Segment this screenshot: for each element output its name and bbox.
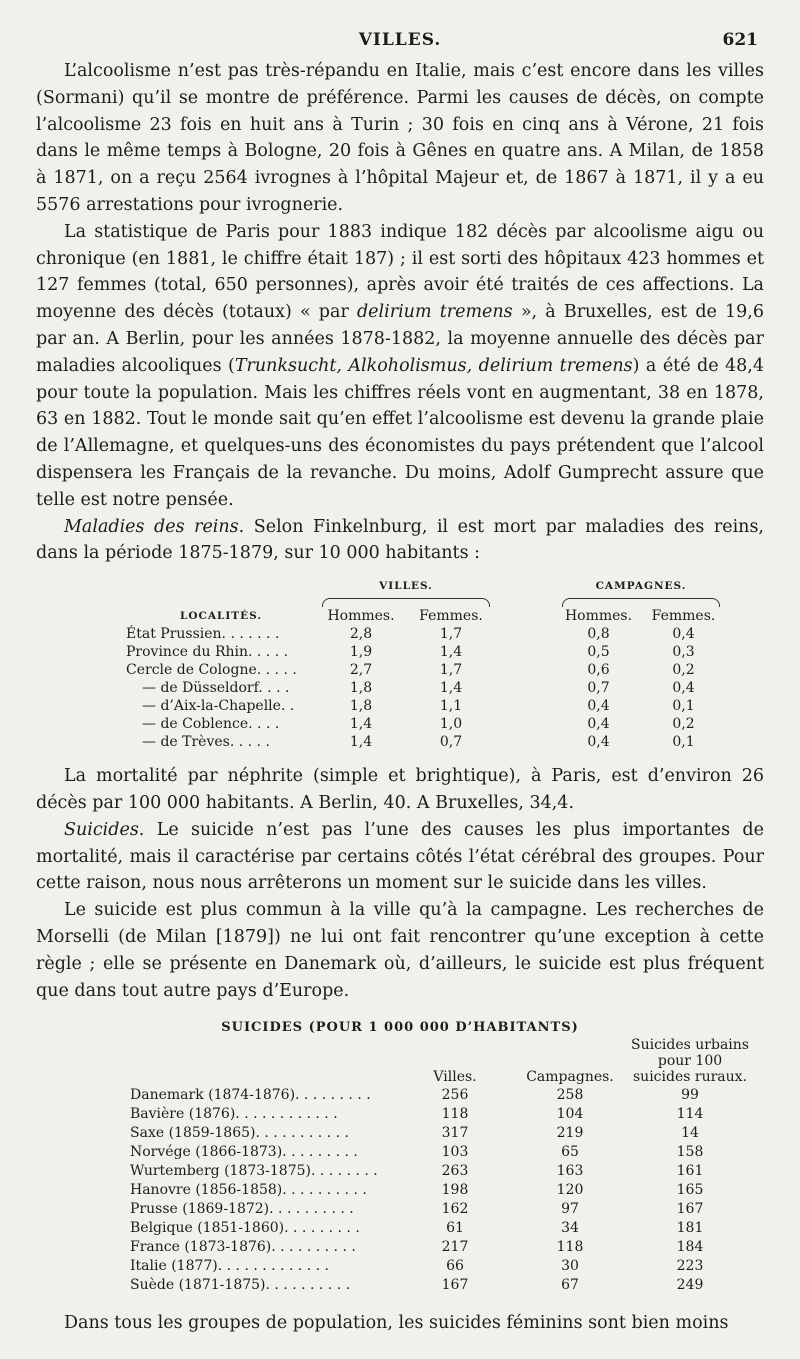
- value-cell: 0,4: [587, 734, 610, 751]
- value-cell: 0,6: [587, 662, 610, 679]
- page-header: [36, 30, 764, 58]
- paragraph-text: ) a été de 48,4 pour toute la population. Mais les chiffres réels vont en augmentant, 38 en 1878, 63 en 1882. Tout le monde sait qu’en effet l’alcoolisme est devenu la grande plaie de l’Allemagne, et quelques-uns des économistes du pays prétendent que l’alcool dispensera les Français de la revanche. Du moins, Adolf Gumprecht assure que telle est notre pensée.: [36, 355, 765, 510]
- value-cell: 181: [676, 1219, 704, 1236]
- value-cell: 0,3: [672, 644, 695, 661]
- value-cell: 0,1: [672, 698, 695, 715]
- value-cell: 1,1: [439, 698, 463, 715]
- country-cell: Norvége (1866-1873). . . . . . . . .: [130, 1143, 358, 1160]
- column-header-localites: LOCALITÉS.: [179, 610, 262, 623]
- table-row: [126, 715, 726, 733]
- column-header-femmes: Femmes.: [419, 608, 483, 625]
- brace: [322, 598, 490, 607]
- country-cell: Prusse (1869-1872). . . . . . . . . .: [130, 1200, 354, 1217]
- value-cell: 1,7: [439, 626, 463, 643]
- value-cell: 1,4: [439, 644, 463, 661]
- value-cell: 217: [441, 1238, 469, 1255]
- value-cell: 167: [441, 1276, 469, 1293]
- locality-cell: — d’Aix-la-Chapelle. .: [142, 698, 295, 715]
- country-cell: Danemark (1874-1876). . . . . . . . .: [130, 1086, 371, 1103]
- suicide-table: [36, 1037, 764, 1294]
- value-cell: 103: [441, 1143, 469, 1160]
- value-cell: 223: [676, 1257, 704, 1274]
- value-cell: 0,7: [587, 680, 610, 697]
- table-row: [130, 1218, 750, 1237]
- value-cell: 163: [556, 1162, 584, 1179]
- table-row: [126, 625, 726, 643]
- locality-cell: — de Coblence. . . .: [142, 716, 280, 733]
- table-row: [130, 1142, 750, 1161]
- table-row: [130, 1199, 750, 1218]
- value-cell: 1,9: [349, 644, 373, 661]
- value-cell: 1,4: [349, 734, 373, 751]
- country-cell: Bavière (1876). . . . . . . . . . . .: [130, 1105, 338, 1122]
- value-cell: 165: [676, 1181, 704, 1198]
- paragraph-text: », à Bruxelles, est de 19,6 par an. A Berlin, pour les années 1878-1882, la moyenne annuelle des décès par maladies alcooliques (: [36, 302, 765, 376]
- value-cell: 1,4: [349, 716, 373, 733]
- country-cell: Suède (1871-1875). . . . . . . . . .: [130, 1276, 351, 1293]
- column-header-ratio: [630, 1037, 750, 1085]
- header-line: suicides ruraux.: [633, 1069, 747, 1086]
- table-row: [126, 679, 726, 697]
- table-row: [126, 643, 726, 661]
- value-cell: 104: [556, 1105, 584, 1122]
- country-cell: Belgique (1851-1860). . . . . . . . .: [130, 1219, 360, 1236]
- value-cell: 161: [676, 1162, 704, 1179]
- locality-cell: — de Trèves. . . . .: [142, 734, 270, 751]
- value-cell: 0,4: [587, 698, 610, 715]
- country-cell: Hanovre (1856-1858). . . . . . . . . .: [130, 1181, 367, 1198]
- value-cell: 97: [561, 1200, 579, 1217]
- locality-cell: Province du Rhin. . . . .: [126, 644, 289, 661]
- table-row: [130, 1085, 750, 1104]
- value-cell: 99: [681, 1086, 699, 1103]
- table-row: [130, 1123, 750, 1142]
- value-cell: 263: [441, 1162, 469, 1179]
- value-cell: 0,2: [672, 716, 695, 733]
- value-cell: 1,4: [439, 680, 463, 697]
- value-cell: 0,1: [672, 734, 695, 751]
- locality-cell: Cercle de Cologne. . . . .: [126, 662, 297, 679]
- value-cell: 118: [441, 1105, 469, 1122]
- paragraph-text: Selon Finkelnburg, il est mort par maladies des reins, dans la période 1875-1879, sur 10 000 habitants :: [36, 516, 764, 564]
- value-cell: 14: [681, 1124, 699, 1141]
- value-cell: 0,4: [672, 626, 695, 643]
- paragraph-nephritis: La mortalité par néphrite (simple et brightique), à Paris, est d’environ 26 décès par 100 000 habitants. A Berlin, 40. A Bruxelles, 34,4.: [36, 766, 764, 813]
- paragraph-text: La statistique de Paris pour 1883 indique 182 décès par alcoolisme aigu ou chronique (en 1881, le chiffre était 187) ; il est sorti des hôpitaux 423 hommes et 127 femmes (total, 650 personnes), après avoir été traités de ces affections. La moyenne des décès (totaux) « par: [36, 221, 764, 323]
- value-cell: 120: [556, 1181, 584, 1198]
- table-row: [126, 733, 726, 751]
- country-cell: France (1873-1876). . . . . . . . . .: [130, 1238, 356, 1255]
- brace: [562, 598, 720, 607]
- table-row: [130, 1256, 750, 1275]
- table-row: [130, 1104, 750, 1123]
- value-cell: 65: [561, 1143, 579, 1160]
- column-header-femmes: Femmes.: [651, 608, 716, 625]
- kidney-mortality-table: [36, 577, 764, 751]
- value-cell: 1,8: [349, 680, 373, 697]
- paragraph-alcoholism-italy: L’alcoolisme n’est pas très-répandu en Italie, mais c’est encore dans les villes (Sormani) qu’il se montre de préférence. Parmi les causes de décès, on compte l’alcoolisme 23 fois en huit ans à Turin ; 30 fois en cinq ans à Vérone, 21 fois dans le même temps à Bologne, 20 fois à Gênes en quatre ans. A Milan, de 1858 à 1871, on a reçu 2564 ivrognes à l’hôpital Majeur et, de 1867 à 1871, il y a eu 5576 arrestations pour ivrognerie.: [36, 61, 764, 215]
- table-row: [130, 1180, 750, 1199]
- section-heading: Maladies des reins.: [64, 516, 245, 537]
- header-line: pour 100: [657, 1053, 723, 1070]
- italic-term: Trunksucht, Alkoholismus, delirium tremens: [234, 355, 633, 376]
- value-cell: 317: [441, 1124, 469, 1141]
- running-title: VILLES.: [358, 30, 442, 50]
- value-cell: 256: [441, 1086, 469, 1103]
- value-cell: 0,5: [587, 644, 610, 661]
- value-cell: 0,4: [672, 680, 695, 697]
- value-cell: 184: [676, 1238, 704, 1255]
- country-cell: Saxe (1859-1865). . . . . . . . . . .: [130, 1124, 349, 1141]
- value-cell: 162: [441, 1200, 469, 1217]
- section-heading: Suicides.: [64, 819, 145, 840]
- value-cell: 34: [561, 1219, 579, 1236]
- suicide-table-title: SUICIDES (POUR 1 000 000 D’HABITANTS): [221, 1020, 579, 1036]
- value-cell: 249: [676, 1276, 704, 1293]
- country-cell: Italie (1877). . . . . . . . . . . . .: [130, 1257, 330, 1274]
- column-header-hommes: Hommes.: [564, 608, 633, 625]
- table-row: [126, 697, 726, 715]
- column-header-campagnes: Campagnes.: [526, 1069, 614, 1086]
- value-cell: 66: [446, 1257, 464, 1274]
- paragraph-suicide-city: Le suicide est plus commun à la ville qu’à la campagne. Les recherches de Morselli (de Milan [1879]) ne lui ont fait rencontrer qu’une exception à cette règle ; elle se présente en Danemark où, d’ailleurs, le suicide est plus fréquent que dans tout autre pays d’Europe.: [36, 900, 764, 1001]
- value-cell: 2,7: [349, 662, 373, 679]
- locality-cell: — de Düsseldorf. . . .: [142, 680, 290, 697]
- value-cell: 167: [676, 1200, 704, 1217]
- table-row: [130, 1237, 750, 1256]
- table-row: [130, 1161, 750, 1180]
- column-header-hommes: Hommes.: [327, 608, 395, 625]
- page-number: 621: [722, 30, 758, 50]
- value-cell: 219: [556, 1124, 584, 1141]
- value-cell: 67: [561, 1276, 579, 1293]
- value-cell: 61: [446, 1219, 464, 1236]
- country-cell: Wurtemberg (1873-1875). . . . . . . .: [130, 1162, 378, 1179]
- value-cell: 0,2: [672, 662, 695, 679]
- value-cell: 1,0: [439, 716, 463, 733]
- table-row: [126, 661, 726, 679]
- paragraph-female-suicides: Dans tous les groupes de population, les suicides féminins sont bien moins: [64, 1313, 729, 1334]
- value-cell: 1,7: [439, 662, 463, 679]
- paragraph-text: Le suicide n’est pas l’une des causes les plus importantes de mortalité, mais il caractérise par certains côtés l’état cérébral des groupes. Pour cette raison, nous nous arrêterons un moment sur le suicide dans les villes.: [36, 819, 764, 894]
- value-cell: 0,7: [439, 734, 463, 751]
- paragraph-suicides: [36, 817, 764, 897]
- table-row: [130, 1275, 750, 1294]
- value-cell: 0,8: [587, 626, 610, 643]
- paragraph-kidney-diseases: [36, 514, 764, 568]
- value-cell: 258: [556, 1086, 584, 1103]
- group-header-villes: VILLES.: [379, 580, 433, 593]
- value-cell: 158: [676, 1143, 704, 1160]
- value-cell: 30: [561, 1257, 579, 1274]
- value-cell: 198: [441, 1181, 469, 1198]
- header-line: Suicides urbains: [631, 1037, 749, 1054]
- value-cell: 0,4: [587, 716, 610, 733]
- paragraph-statistics-paris: [36, 219, 764, 514]
- value-cell: 1,8: [349, 698, 373, 715]
- group-header-campagnes: CAMPAGNES.: [595, 580, 687, 593]
- value-cell: 2,8: [349, 626, 373, 643]
- locality-cell: État Prussien. . . . . . .: [126, 626, 280, 643]
- column-header-villes: Villes.: [433, 1069, 477, 1086]
- value-cell: 118: [556, 1238, 584, 1255]
- value-cell: 114: [676, 1105, 704, 1122]
- italic-term: delirium tremens: [356, 302, 513, 323]
